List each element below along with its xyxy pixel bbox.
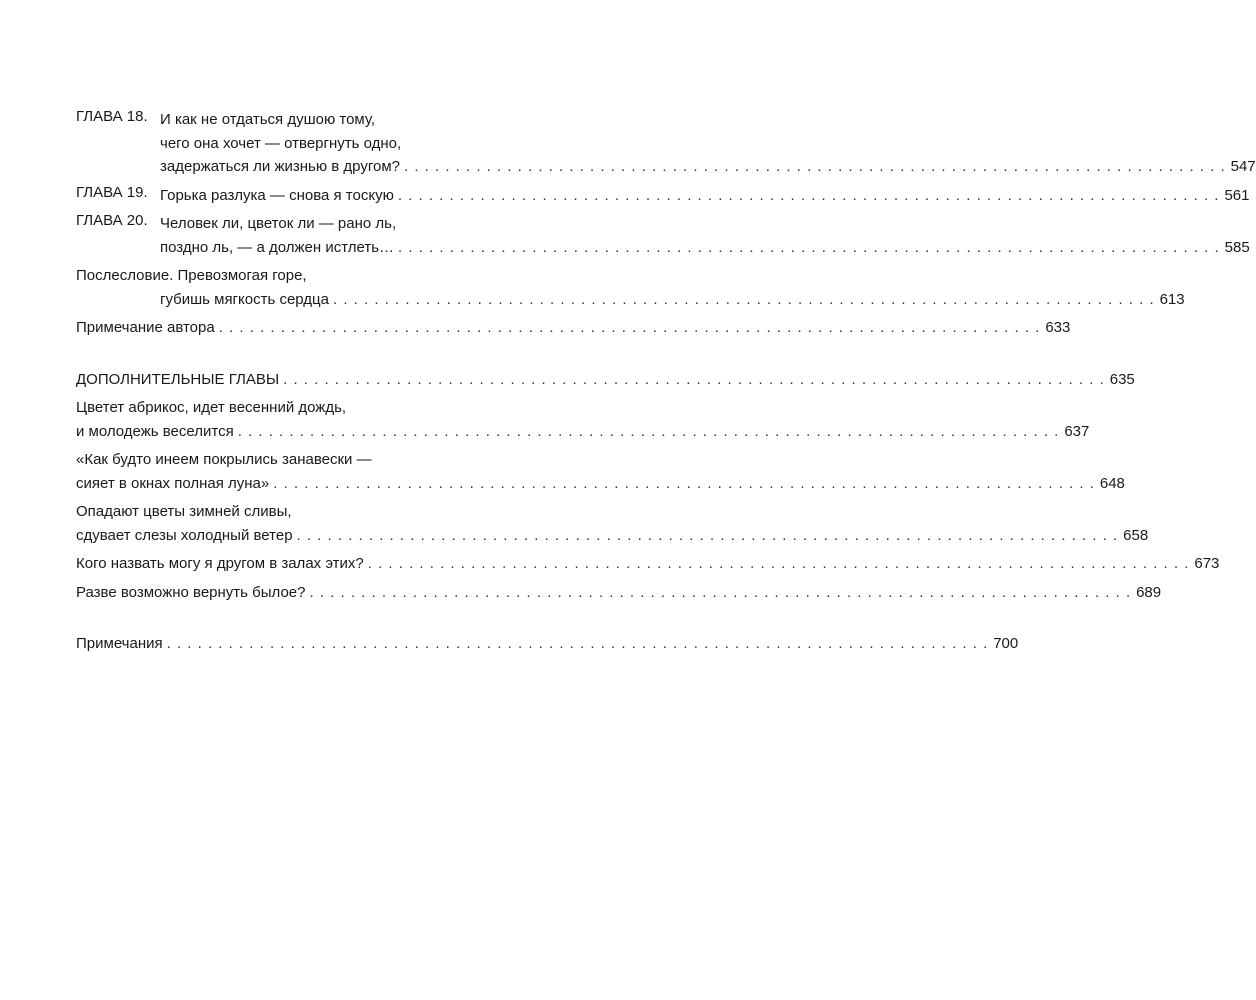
- dot-leader: . . . . . . . . . . . . . . . . . . . . . . . . . . . . . . . . . . . . . . . . . . . . . . . . . . . . . . . . . . . . . . . . . . . . . . . . . . . . . . . .: [166, 635, 989, 652]
- dot-leader: . . . . . . . . . . . . . . . . . . . . . . . . . . . . . . . . . . . . . . . . . . . . . . . . . . . . . . . . . . . . . . . . . . . . . . . . . . . . . . . .: [273, 474, 1095, 492]
- page-number: 585: [1224, 238, 1250, 256]
- toc-entry-chapter-20[interactable]: [76, 212, 1250, 259]
- entry-title-line: поздно ль, — а должен истлеть…: [160, 238, 395, 256]
- page-number: 613: [1159, 290, 1185, 308]
- entry-title-line: и молодежь веселится: [76, 422, 234, 440]
- toc-entry-extra-2[interactable]: [76, 448, 1125, 495]
- chapter-number: ГЛАВА 18.: [76, 108, 148, 125]
- entry-title-line: Примечания: [76, 635, 163, 652]
- toc-entry-extra-3[interactable]: [76, 500, 1149, 547]
- page-number: 689: [1136, 583, 1162, 601]
- page-number: 637: [1064, 422, 1090, 440]
- dot-leader: . . . . . . . . . . . . . . . . . . . . . . . . . . . . . . . . . . . . . . . . . . . . . . . . . . . . . . . . . . . . . . . . . . . . . . . . . . . . . . . .: [398, 238, 1220, 256]
- page-number: 635: [1109, 370, 1135, 388]
- entry-title-line: сияет в окнах полная луна»: [76, 474, 270, 492]
- dot-leader: . . . . . . . . . . . . . . . . . . . . . . . . . . . . . . . . . . . . . . . . . . . . . . . . . . . . . . . . . . . . . . . . . . . . . . . . . . . . . . . .: [367, 555, 1190, 572]
- entry-title-line: «Как будто инеем покрылись занавески —: [76, 451, 372, 468]
- dot-leader: . . . . . . . . . . . . . . . . . . . . . . . . . . . . . . . . . . . . . . . . . . . . . . . . . . . . . . . . . . . . . . . . . . . . . . . . . . . . . . . .: [309, 583, 1132, 601]
- page-number: 633: [1045, 319, 1071, 336]
- toc-entry-chapter-18[interactable]: [76, 108, 1256, 179]
- toc-entry-author-note[interactable]: [76, 316, 1071, 340]
- dot-leader: . . . . . . . . . . . . . . . . . . . . . . . . . . . . . . . . . . . . . . . . . . . . . . . . . . . . . . . . . . . . . . . . . . . . . . . . . . . . . . . .: [296, 526, 1119, 544]
- entry-title-line: Человек ли, цветок ли — рано ль,: [160, 215, 397, 232]
- entry-title-line: задержаться ли жизнью в другом?: [160, 158, 400, 175]
- dot-leader: . . . . . . . . . . . . . . . . . . . . . . . . . . . . . . . . . . . . . . . . . . . . . . . . . . . . . . . . . . . . . . . . . . . . . . . . . . . . . . . .: [218, 319, 1041, 336]
- entry-title-line: губишь мягкость сердца: [160, 290, 329, 308]
- entry-title-line: Опадают цветы зимней сливы,: [76, 503, 292, 520]
- toc-entry-extra-5[interactable]: [76, 581, 1162, 605]
- entry-title-line: сдувает слезы холодный ветер: [76, 526, 293, 544]
- chapter-number: ГЛАВА 20.: [76, 212, 148, 229]
- entry-title-line: Горька разлука — снова я тоскую: [160, 186, 394, 204]
- entry-title-line: И как не отдаться душою тому,: [160, 111, 376, 128]
- table-of-contents: [76, 108, 1256, 656]
- page-number: 561: [1224, 186, 1250, 204]
- page-number: 658: [1123, 526, 1149, 544]
- toc-entry-extra-4[interactable]: [76, 552, 1220, 576]
- toc-entry-notes[interactable]: [76, 632, 1019, 656]
- entry-title-line: Разве возможно вернуть былое?: [76, 583, 306, 601]
- dot-leader: . . . . . . . . . . . . . . . . . . . . . . . . . . . . . . . . . . . . . . . . . . . . . . . . . . . . . . . . . . . . . . . . . . . . . . . . . . . . . . . .: [332, 290, 1155, 308]
- entry-title-line: Примечание автора: [76, 319, 215, 336]
- toc-entry-extra-1[interactable]: [76, 396, 1090, 443]
- entry-title-line: чего она хочет — отвергнуть одно,: [160, 134, 402, 152]
- dot-leader: . . . . . . . . . . . . . . . . . . . . . . . . . . . . . . . . . . . . . . . . . . . . . . . . . . . . . . . . . . . . . . . . . . . . . . . . . . . . . . . .: [283, 370, 1105, 388]
- entry-title-line: Цветет абрикос, идет весенний дождь,: [76, 399, 347, 416]
- section-heading: ДОПОЛНИТЕЛЬНЫЕ ГЛАВЫ: [76, 370, 280, 388]
- toc-entry-chapter-19[interactable]: [76, 183, 1250, 208]
- dot-leader: . . . . . . . . . . . . . . . . . . . . . . . . . . . . . . . . . . . . . . . . . . . . . . . . . . . . . . . . . . . . . . . . . . . . . . . . . . . . . . . .: [404, 158, 1226, 175]
- toc-entry-additional-chapters[interactable]: [76, 368, 1135, 392]
- dot-leader: . . . . . . . . . . . . . . . . . . . . . . . . . . . . . . . . . . . . . . . . . . . . . . . . . . . . . . . . . . . . . . . . . . . . . . . . . . . . . . . .: [237, 422, 1060, 440]
- page-number: 648: [1099, 474, 1125, 492]
- chapter-number: ГЛАВА 19.: [76, 183, 148, 201]
- page-number: 700: [993, 635, 1019, 652]
- toc-entry-afterword[interactable]: [76, 264, 1185, 311]
- dot-leader: . . . . . . . . . . . . . . . . . . . . . . . . . . . . . . . . . . . . . . . . . . . . . . . . . . . . . . . . . . . . . . . . . . . . . . . . . . . . . . . .: [397, 186, 1220, 204]
- entry-title-line: Кого назвать могу я другом в залах этих?: [76, 555, 364, 572]
- page-number: 547: [1230, 158, 1256, 175]
- entry-title-line: Послесловие. Превозмогая горе,: [76, 267, 307, 284]
- page-number: 673: [1194, 555, 1220, 572]
